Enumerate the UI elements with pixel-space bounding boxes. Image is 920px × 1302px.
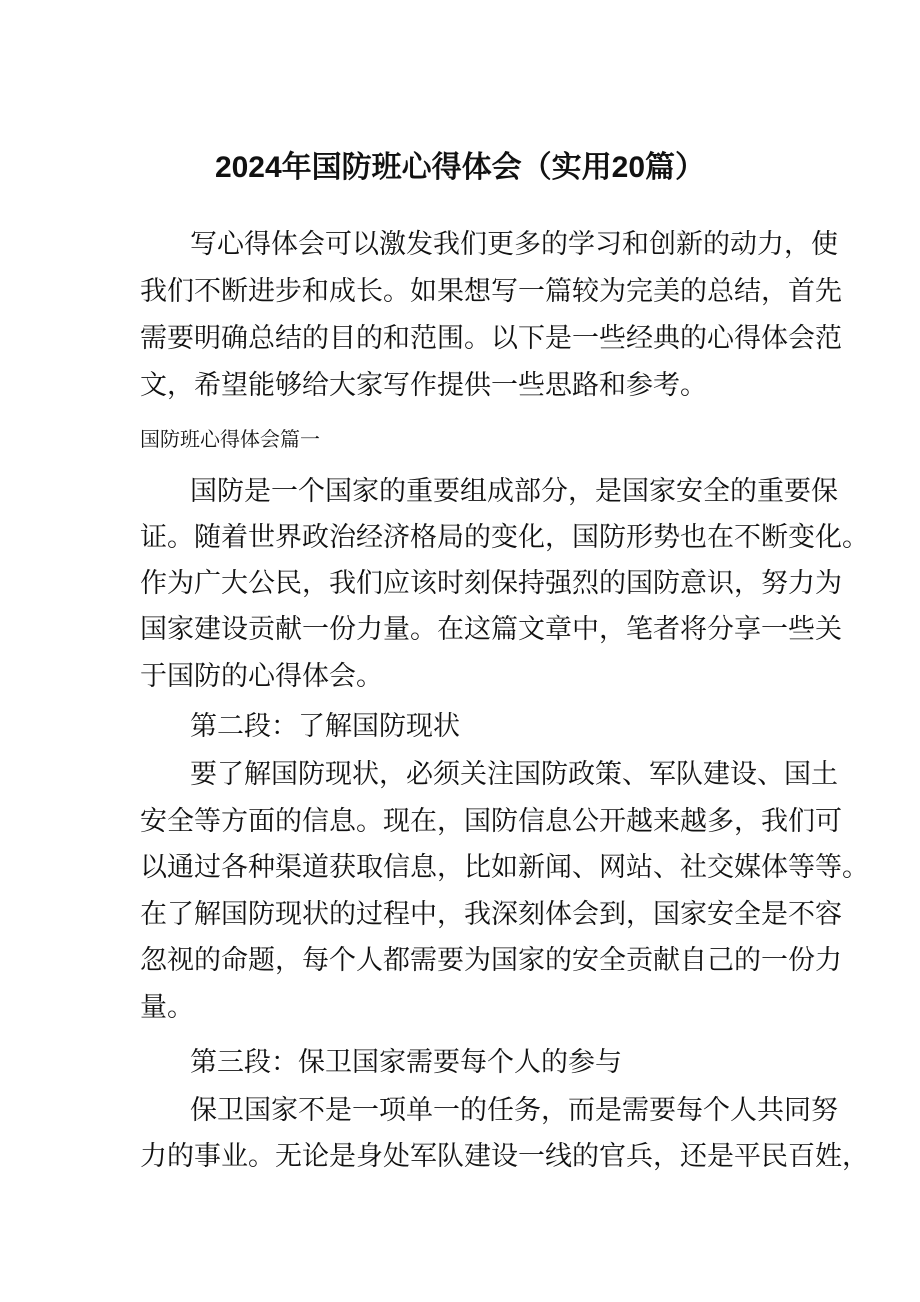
paragraph-line: 力的事业。无论是身处军队建设一线的官兵，还是平民百姓， (140, 1141, 869, 1172)
paragraph-line: 证。随着世界政治经济格局的变化，国防形势也在不断变化。 (140, 522, 869, 553)
paragraph-line: 要了解国防现状，必须关注国防政策、军队建设、国土 (190, 759, 838, 790)
paragraph-line: 作为广大公民，我们应该时刻保持强烈的国防意识，努力为 (140, 568, 842, 599)
intro-line: 文，希望能够给大家写作提供一些思路和参考。 (140, 370, 707, 401)
paragraph-line: 安全等方面的信息。现在，国防信息公开越来越多，我们可 (140, 806, 842, 837)
paragraph-line: 忽视的命题，每个人都需要为国家的安全贡献自己的一份力 (140, 945, 842, 976)
intro-line: 写心得体会可以激发我们更多的学习和创新的动力，使 (190, 229, 838, 260)
subheading-2: 第二段：了解国防现状 (190, 711, 460, 742)
paragraph-line: 保卫国家不是一项单一的任务，而是需要每个人共同努 (190, 1095, 838, 1126)
section-heading: 国防班心得体会篇一 (140, 427, 320, 451)
paragraph-line: 以通过各种渠道获取信息，比如新闻、网站、社交媒体等等。 (140, 852, 869, 883)
paragraph-line: 国家建设贡献一份力量。在这篇文章中，笔者将分享一些关 (140, 614, 842, 645)
paragraph-line: 在了解国防现状的过程中，我深刻体会到，国家安全是不容 (140, 899, 842, 930)
document-title: 2024年国防班心得体会（实用20篇） (214, 151, 706, 184)
paragraph-line: 国防是一个国家的重要组成部分，是国家安全的重要保 (190, 476, 838, 507)
intro-line: 需要明确总结的目的和范围。以下是一些经典的心得体会范 (140, 323, 842, 354)
paragraph-line: 量。 (140, 992, 194, 1023)
intro-line: 我们不断进步和成长。如果想写一篇较为完美的总结，首先 (140, 276, 842, 307)
subheading-3: 第三段：保卫国家需要每个人的参与 (190, 1047, 622, 1078)
paragraph-line: 于国防的心得体会。 (140, 661, 383, 692)
